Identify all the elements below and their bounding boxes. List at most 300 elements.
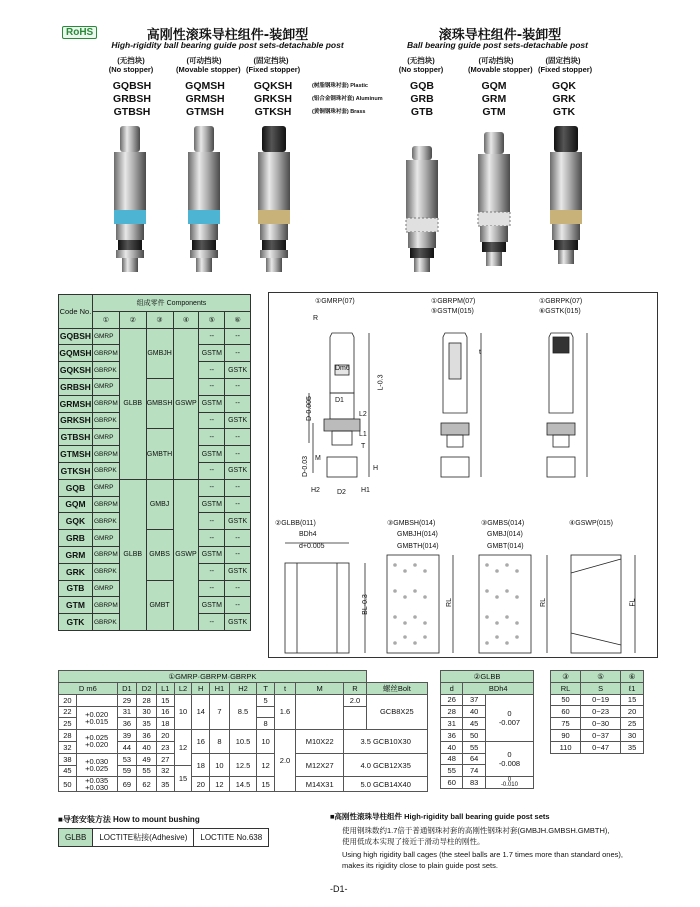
code-cell: GRM	[59, 546, 93, 563]
rohs-badge: RoHS	[62, 26, 97, 39]
component-3-cell: GMBS	[146, 530, 173, 580]
component-5-cell: GSTM	[199, 395, 225, 412]
component-6-cell: --	[225, 580, 251, 597]
label-gswp: ④GSWP(015)	[569, 520, 614, 527]
glbb-d-cell: 40	[441, 741, 463, 753]
table-row	[59, 753, 428, 765]
component-1-cell: GBRPK	[92, 513, 119, 530]
table-row	[59, 328, 251, 345]
component-1-cell: GMRP	[92, 378, 119, 395]
component-1-cell: GBRPM	[92, 546, 119, 563]
component-6-cell: GSTK	[225, 462, 251, 479]
component-5-cell: --	[199, 580, 225, 597]
d1-cell: 31	[117, 706, 137, 718]
dim-h: H	[373, 465, 379, 472]
notes-cn-2: 使用低成本实现了接近于滑动导柱的刚性。	[342, 837, 485, 846]
code-column-right-2: GQM GRM GTM	[481, 80, 507, 118]
component-1-cell: GMRP	[92, 479, 119, 496]
right-title-en: Ball bearing guide post sets-detachable post	[407, 40, 588, 50]
bolt-cell: GCB8X25	[366, 694, 427, 729]
h2-cell: 8.5	[229, 694, 257, 729]
bolt-cell: 3.5 GCB10X30	[344, 730, 428, 754]
component-6-cell: --	[225, 597, 251, 614]
code-cell: GTBSH	[59, 429, 93, 446]
dim-header: M	[296, 682, 344, 694]
h2-cell: 12.5	[229, 753, 257, 777]
code-cell: GTK	[59, 614, 93, 631]
component-4-cell: GSWP	[173, 328, 199, 479]
r-cell: 2.0	[344, 694, 366, 706]
col-num-4: ④	[173, 311, 199, 328]
component-2-cell: GLBB	[119, 328, 146, 479]
component-5-cell: GSTM	[199, 496, 225, 513]
tt-cell: 2.0	[275, 730, 296, 792]
h1-cell: 8	[210, 730, 230, 754]
rl-cell: 0~23	[581, 706, 621, 718]
component-1-cell: GBRPK	[92, 362, 119, 379]
dim-dm6: Dm6	[335, 365, 350, 372]
table-row	[551, 706, 644, 718]
code-cell: GTB	[59, 580, 93, 597]
code-cell: GQK	[59, 513, 93, 530]
component-6-cell: --	[225, 530, 251, 547]
component-6-cell: --	[225, 446, 251, 463]
component-3-cell: GMBT	[146, 580, 173, 630]
components-group-header: 组成零件 Components	[92, 295, 250, 312]
m-cell	[296, 694, 344, 729]
code-cell: GTKSH	[59, 462, 93, 479]
l1-cell: 18	[156, 718, 174, 730]
tt-cell: 1.6	[275, 694, 296, 729]
table-row	[59, 429, 251, 446]
dim-header: D1	[117, 682, 137, 694]
type-header-fixed-left: (固定挡块) (Fixed stopper)	[246, 56, 301, 74]
glbb-d-cell: 26	[441, 694, 463, 706]
component-5-cell: --	[199, 614, 225, 631]
component-6-cell: --	[225, 328, 251, 345]
component-5-cell: --	[199, 462, 225, 479]
label-gstm: ⑤GSTM(015)	[431, 308, 474, 315]
table-row	[59, 378, 251, 395]
code-column-right-1: GQB GRB GTB	[410, 80, 434, 118]
t-cell: 5	[257, 694, 275, 706]
type-header-movable-right: (可动挡块) (Movable stopper)	[468, 56, 533, 74]
table-row	[441, 741, 534, 753]
t-cell: 10	[257, 730, 275, 754]
rl-cell: 35	[621, 741, 644, 753]
dim-header: H1	[210, 682, 230, 694]
component-1-cell: GBRPM	[92, 597, 119, 614]
t-cell: 12	[257, 753, 275, 777]
code-column-right-3: GQK GRK GTK	[552, 80, 576, 118]
rl-cell: 0~19	[581, 694, 621, 706]
glbb-d-cell: 31	[441, 718, 463, 730]
table-row	[441, 694, 534, 706]
d2-cell: 40	[137, 741, 157, 753]
notes-title: ■高刚性滚珠导柱组件 High-rigidity ball bearing guide post sets	[330, 812, 550, 821]
dim-d-005: d+0.005	[299, 543, 325, 550]
d2-cell: 49	[137, 753, 157, 765]
rl-cell: 25	[621, 718, 644, 730]
table-row	[59, 730, 428, 742]
right-title-cn: 滚珠导柱组件-装卸型	[438, 28, 562, 43]
dim-header: L1	[156, 682, 174, 694]
mount-table	[58, 828, 269, 847]
l1-cell: 16	[156, 706, 174, 718]
code-cell: GRMSH	[59, 395, 93, 412]
dim-rl-1: RL	[445, 598, 453, 607]
rl-subheader: RL	[551, 682, 581, 694]
l1-cell: 23	[156, 741, 174, 753]
dim-d-03: D-0.03	[302, 455, 310, 478]
component-5-cell: --	[199, 479, 225, 496]
component-1-cell: GMRP	[92, 580, 119, 597]
component-3-cell: GMBJ	[146, 479, 173, 529]
component-6-cell: --	[225, 395, 251, 412]
left-title-cn: 高刚性滚珠导柱组件-装卸型	[146, 28, 309, 43]
bolt-cell: 4.0 GCB12X35	[344, 753, 428, 777]
col-num-1: ①	[92, 311, 119, 328]
h1-cell: 12	[210, 777, 230, 792]
dim-rl-2: RL	[539, 598, 547, 607]
dim-d1: D1	[335, 397, 344, 404]
d1-cell: 53	[117, 753, 137, 765]
d-cell: 38	[59, 753, 77, 765]
label-gbrpk: ①GBRPK(07)	[539, 298, 583, 305]
d2-cell: 36	[137, 730, 157, 742]
rl-table	[550, 670, 644, 754]
component-6-cell: GSTK	[225, 362, 251, 379]
label-gmbsh: ③GMBSH(014)	[387, 520, 436, 527]
h-cell: 14	[192, 694, 210, 729]
code-no-header: Code No.	[59, 295, 93, 329]
label-gmbt: GMBT(014)	[487, 543, 524, 550]
component-3-cell: GMBSH	[146, 378, 173, 428]
bolt-cell: 5.0 GCB14X40	[344, 777, 428, 792]
component-1-cell: GMRP	[92, 429, 119, 446]
rl-cell: 75	[551, 718, 581, 730]
glbb-bd-cell: 74	[463, 765, 485, 777]
component-1-cell: GBRPK	[92, 462, 119, 479]
d-cell: 22	[59, 706, 77, 718]
rl-cell: 30	[621, 729, 644, 741]
l1-cell: 35	[156, 777, 174, 792]
rl-cell: 15	[621, 694, 644, 706]
code-cell: GTM	[59, 597, 93, 614]
label-gmbj: GMBJ(014)	[487, 531, 523, 538]
d-cell: 25	[59, 718, 77, 730]
dim-table-title: ①GMRP·GBRPM·GBRPK	[59, 671, 367, 683]
type-header-no-stopper-right: (无挡块) (No stopper)	[398, 56, 444, 74]
label-gmrp: ①GMRP(07)	[315, 298, 355, 305]
tol-cell: +0.020 +0.015	[76, 706, 117, 730]
code-cell: GRK	[59, 563, 93, 580]
table-row	[59, 777, 428, 792]
dim-d2: D2	[337, 489, 346, 496]
component-5-cell: --	[199, 429, 225, 446]
component-1-cell: GBRPK	[92, 563, 119, 580]
dim-l2: L2	[359, 411, 367, 418]
code-column-left-3: GQKSH GRKSH GTKSH	[253, 80, 293, 118]
col-num-3: ③	[146, 311, 173, 328]
t-cell	[257, 706, 275, 718]
glbb-col-bdh4: BDh4	[463, 682, 534, 694]
table-row	[551, 741, 644, 753]
glbb-col-d: d	[441, 682, 463, 694]
d1-cell: 29	[117, 694, 137, 706]
tol-cell: +0.025 +0.020	[76, 730, 117, 754]
d2-cell: 55	[137, 765, 157, 777]
table-row	[59, 479, 251, 496]
component-3-cell: GMBJH	[146, 328, 173, 378]
post-photo-gqksh	[256, 126, 292, 274]
glbb-bd-cell: 50	[463, 729, 485, 741]
l2-cell: 12	[174, 730, 192, 765]
mount-method: LOCTITE粘接(Adhesive)	[93, 829, 194, 847]
component-6-cell: GSTK	[225, 412, 251, 429]
d-cell: 28	[59, 730, 77, 742]
technical-drawing	[268, 292, 658, 658]
post-photo-gqm	[476, 132, 512, 280]
table-row	[551, 729, 644, 741]
dim-header: T	[257, 682, 275, 694]
glbb-table	[440, 670, 534, 789]
d2-cell: 30	[137, 706, 157, 718]
dim-h1: H1	[361, 487, 370, 494]
glbb-tol-cell: 0 -0.007	[485, 694, 533, 741]
component-6-cell: --	[225, 429, 251, 446]
d2-cell: 28	[137, 694, 157, 706]
code-cell: GRBSH	[59, 378, 93, 395]
mount-product: LOCTITE No.638	[194, 829, 269, 847]
rl-cell: 50	[551, 694, 581, 706]
code-column-left-1: GQBSH GRBSH GTBSH	[112, 80, 152, 118]
dim-header: 螺丝Bolt	[366, 682, 427, 694]
component-6-cell: --	[225, 345, 251, 362]
component-5-cell: GSTM	[199, 546, 225, 563]
dim-h2: H2	[311, 487, 320, 494]
l1-cell: 15	[156, 694, 174, 706]
code-cell: GQBSH	[59, 328, 93, 345]
notes-en-2: makes its rigidity close to plain guide post sets.	[342, 861, 498, 870]
mount-part: GLBB	[59, 829, 93, 847]
tol-cell: +0.035 +0.030	[76, 777, 117, 792]
table-row	[59, 580, 251, 597]
component-1-cell: GBRPK	[92, 614, 119, 631]
col-num-5: ⑤	[199, 311, 225, 328]
rl-subheader: S	[581, 682, 621, 694]
component-5-cell: --	[199, 513, 225, 530]
type-header-fixed-right: (固定挡块) (Fixed stopper)	[538, 56, 593, 74]
rl-cell: 60	[551, 706, 581, 718]
d-cell: 50	[59, 777, 77, 792]
component-1-cell: GBRPK	[92, 412, 119, 429]
post-photo-gqb	[404, 146, 440, 294]
dim-r: R	[313, 315, 319, 322]
drawing-lines	[269, 293, 659, 659]
label-gmbth: GMBTH(014)	[397, 543, 439, 550]
table-row	[59, 530, 251, 547]
m-cell: M10X22	[296, 730, 344, 754]
glbb-bd-cell: 55	[463, 741, 485, 753]
component-6-cell: GSTK	[225, 614, 251, 631]
dim-m: M	[315, 455, 321, 462]
h2-cell: 10.5	[229, 730, 257, 754]
notes-en-1: Using high rigidity ball cages (the steel balls are 1.7 times more than standard ones),	[342, 850, 623, 859]
code-cell: GTMSH	[59, 446, 93, 463]
h2-cell: 14.5	[229, 777, 257, 792]
t-cell: 8	[257, 718, 275, 730]
t-cell: 15	[257, 777, 275, 792]
dim-header: R	[344, 682, 366, 694]
component-5-cell: --	[199, 378, 225, 395]
table-row	[551, 718, 644, 730]
glbb-d-cell: 48	[441, 753, 463, 765]
rl-cell: 110	[551, 741, 581, 753]
code-column-left-2: GQMSH GRMSH GTMSH	[185, 80, 225, 118]
component-1-cell: GBRPM	[92, 345, 119, 362]
dim-t-small: t	[479, 349, 481, 356]
component-1-cell: GBRPM	[92, 496, 119, 513]
notes-cn-1: 使用钢珠数约1.7倍于普通钢珠衬套的高刚性钢珠衬套(GMBJH.GMBSH.GMBTH),	[342, 826, 610, 835]
page-number: -D1-	[330, 884, 348, 894]
code-cell: GRKSH	[59, 412, 93, 429]
label-gmbs: ③GMBS(014)	[481, 520, 525, 527]
glbb-d-cell: 28	[441, 706, 463, 718]
code-cell: GQKSH	[59, 362, 93, 379]
dim-header: L2	[174, 682, 192, 694]
component-1-cell: GBRPM	[92, 395, 119, 412]
tol-cell: +0.030 +0.025	[76, 753, 117, 777]
table-row	[441, 777, 534, 789]
dim-header: H2	[229, 682, 257, 694]
component-6-cell: GSTK	[225, 513, 251, 530]
l2-cell: 10	[174, 694, 192, 729]
h-cell: 20	[192, 777, 210, 792]
rl-header: ⑥	[621, 671, 644, 683]
component-1-cell: GMRP	[92, 328, 119, 345]
component-6-cell: --	[225, 479, 251, 496]
glbb-tol-cell: 0 -0.008	[485, 741, 533, 776]
code-cell: GQM	[59, 496, 93, 513]
type-header-movable-left: (可动挡块) (Movable stopper)	[176, 56, 241, 74]
d2-cell: 62	[137, 777, 157, 792]
code-cell: GQMSH	[59, 345, 93, 362]
component-5-cell: --	[199, 362, 225, 379]
rl-cell: 0~47	[581, 741, 621, 753]
component-5-cell: GSTM	[199, 446, 225, 463]
rl-cell: 0~37	[581, 729, 621, 741]
dim-l: L-0.3	[377, 374, 385, 391]
l1-cell: 20	[156, 730, 174, 742]
components-table	[58, 294, 251, 631]
post-photo-gqbsh	[112, 126, 148, 274]
d-cell: 32	[59, 741, 77, 753]
code-cell: GRB	[59, 530, 93, 547]
glbb-bd-cell: 64	[463, 753, 485, 765]
d1-cell: 59	[117, 765, 137, 777]
component-5-cell: GSTM	[199, 345, 225, 362]
m-cell: M14X31	[296, 777, 344, 792]
component-6-cell: --	[225, 378, 251, 395]
label-gstk: ⑥GSTK(015)	[539, 308, 581, 315]
component-6-cell: --	[225, 546, 251, 563]
dimension-table	[58, 670, 428, 792]
col-num-6: ⑥	[225, 311, 251, 328]
table-row	[59, 694, 428, 706]
rl-cell: 0~30	[581, 718, 621, 730]
type-header-no-stopper-left: (无挡块) (No stopper)	[108, 56, 154, 74]
component-5-cell: --	[199, 412, 225, 429]
col-num-2: ②	[119, 311, 146, 328]
component-6-cell: GSTK	[225, 563, 251, 580]
dim-l1: L1	[359, 431, 367, 438]
rl-cell: 20	[621, 706, 644, 718]
dim-header: D m6	[59, 682, 118, 694]
glbb-bd-cell: 83	[463, 777, 485, 789]
dim-d-tol: D-0.005	[305, 396, 313, 421]
glbb-title: ②GLBB	[441, 671, 534, 683]
glbb-d-cell: 36	[441, 729, 463, 741]
l2-cell: 15	[174, 765, 192, 792]
material-list: (树脂钢珠衬套) Plastic (铝合金钢珠衬套) Aluminum (黄铜钢珠衬套) Brass	[312, 83, 383, 115]
h-cell: 16	[192, 730, 210, 754]
d-cell: 20	[59, 694, 77, 706]
label-gbrpm: ①GBRPM(07)	[431, 298, 476, 305]
h-cell: 18	[192, 753, 210, 777]
dim-header: H	[192, 682, 210, 694]
component-5-cell: --	[199, 328, 225, 345]
rl-header: ③	[551, 671, 581, 683]
d1-cell: 44	[117, 741, 137, 753]
l1-cell: 32	[156, 765, 174, 777]
d1-cell: 36	[117, 718, 137, 730]
glbb-bd-cell: 37	[463, 694, 485, 706]
h1-cell: 10	[210, 753, 230, 777]
component-5-cell: GSTM	[199, 597, 225, 614]
glbb-bd-cell: 40	[463, 706, 485, 718]
tol-cell	[76, 694, 117, 706]
left-title-en: High-rigidity ball bearing guide post sets-detachable post	[111, 40, 344, 50]
component-3-cell: GMBTH	[146, 429, 173, 479]
component-5-cell: --	[199, 530, 225, 547]
label-glbb: ②GLBB(011)	[275, 520, 316, 527]
component-5-cell: --	[199, 563, 225, 580]
h1-cell: 7	[210, 694, 230, 729]
glbb-tol-cell: 0 -0.010	[485, 777, 533, 789]
m-cell: M12X27	[296, 753, 344, 777]
component-2-cell: GLBB	[119, 479, 146, 630]
code-cell: GQB	[59, 479, 93, 496]
component-6-cell: --	[225, 496, 251, 513]
d1-cell: 39	[117, 730, 137, 742]
glbb-d-cell: 60	[441, 777, 463, 789]
component-1-cell: GMRP	[92, 530, 119, 547]
dim-header: t	[275, 682, 296, 694]
dim-bdh4: BDh4	[299, 531, 317, 538]
rl-header: ⑤	[581, 671, 621, 683]
d-cell: 45	[59, 765, 77, 777]
rl-subheader: ℓ1	[621, 682, 644, 694]
d1-cell: 69	[117, 777, 137, 792]
label-gmbjh: GMBJH(014)	[397, 531, 438, 538]
dim-header: D2	[137, 682, 157, 694]
rl-cell: 90	[551, 729, 581, 741]
post-photo-gqk	[548, 126, 584, 274]
dim-t: T	[361, 443, 366, 450]
glbb-d-cell: 55	[441, 765, 463, 777]
d2-cell: 35	[137, 718, 157, 730]
